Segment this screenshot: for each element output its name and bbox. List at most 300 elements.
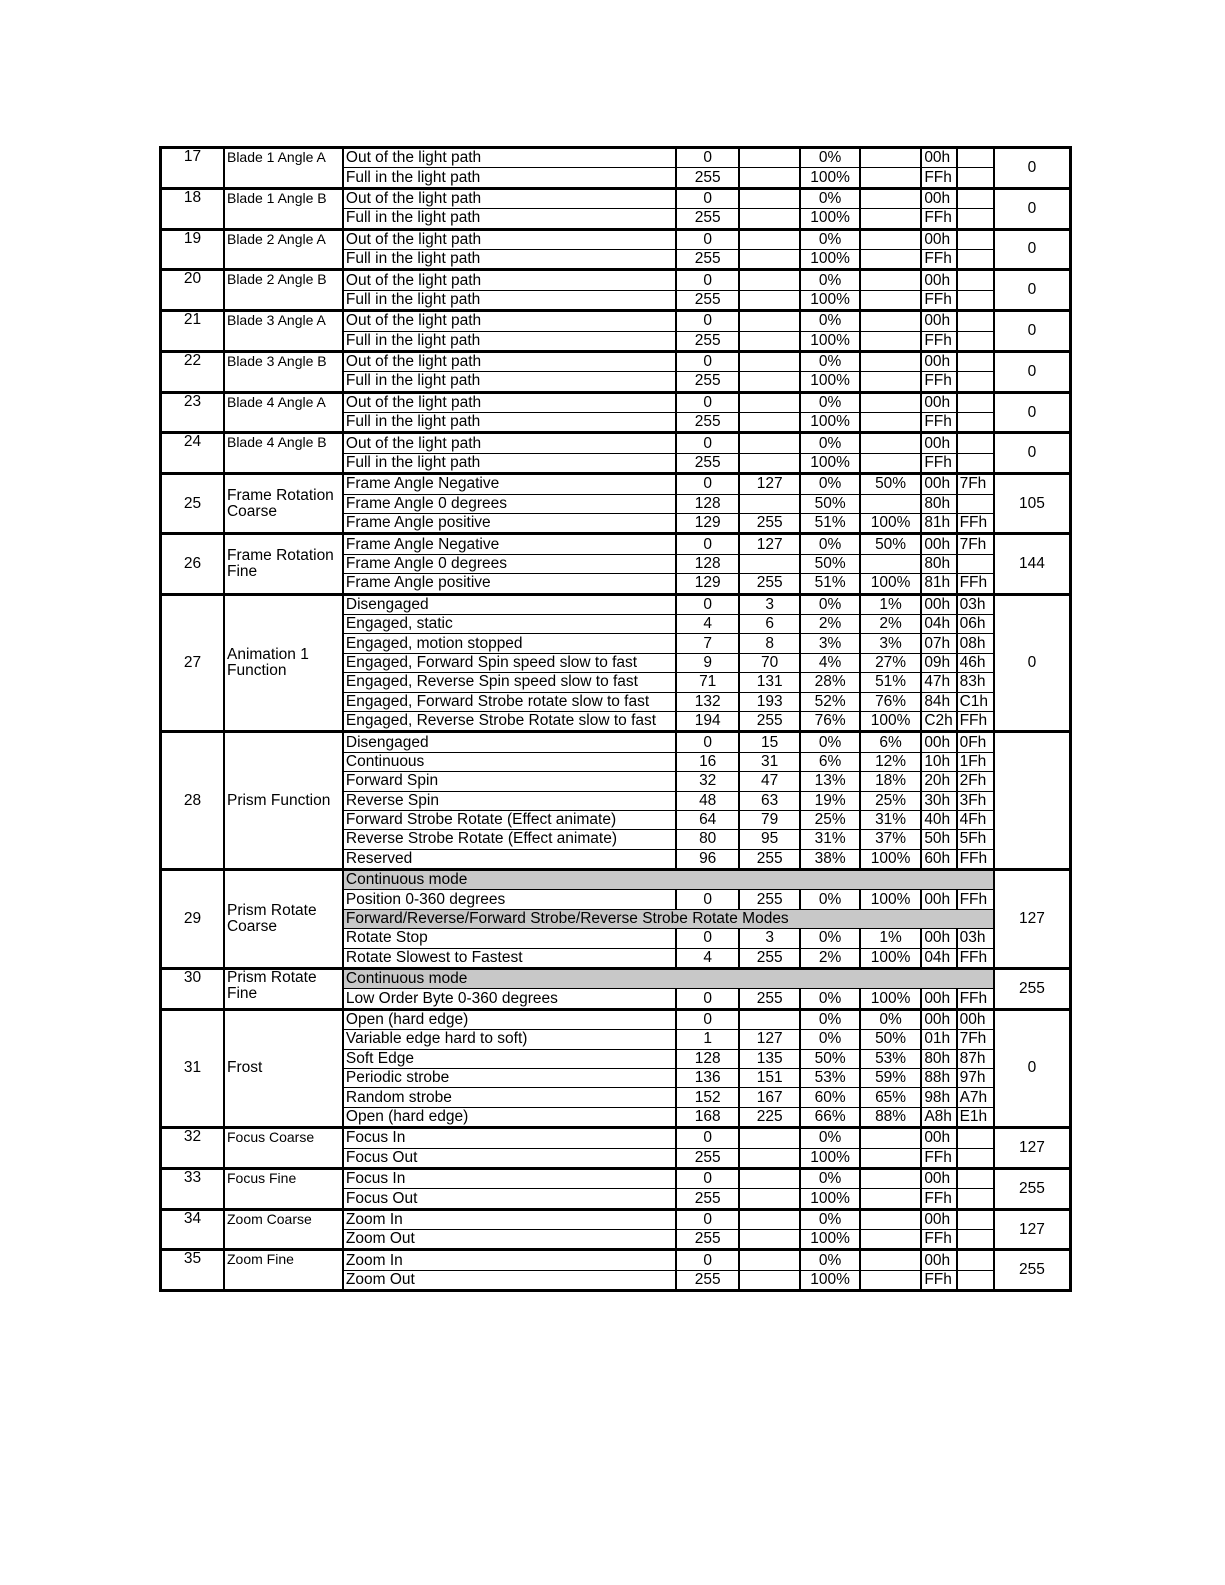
percent-from: 2%	[800, 948, 859, 968]
percent-from: 0%	[800, 433, 859, 453]
dmx-from: 0	[676, 890, 738, 909]
hex-from: 09h	[921, 653, 956, 672]
hex-from: 07h	[921, 634, 956, 653]
dmx-to	[739, 331, 800, 351]
value-description: Rotate Slowest to Fastest	[343, 948, 677, 968]
percent-from: 100%	[800, 168, 859, 188]
default-value: 255	[994, 969, 1071, 1010]
channel-function: Prism Rotate Coarse	[224, 870, 343, 969]
channel-number: 27	[161, 594, 224, 732]
value-description: Full in the light path	[343, 249, 677, 269]
value-description: Zoom Out	[343, 1270, 677, 1290]
default-value: 127	[994, 1209, 1071, 1250]
hex-from: FFh	[921, 1230, 956, 1250]
percent-from: 100%	[800, 331, 859, 351]
hex-from: FFh	[921, 209, 956, 229]
dmx-to	[739, 351, 800, 371]
value-description: Full in the light path	[343, 209, 677, 229]
percent-to	[860, 168, 921, 188]
percent-to: 100%	[860, 890, 921, 909]
hex-to: 03h	[957, 929, 994, 948]
percent-to	[860, 1189, 921, 1209]
percent-from: 0%	[800, 1128, 859, 1148]
default-value: 0	[994, 188, 1071, 229]
hex-to: 46h	[957, 653, 994, 672]
dmx-to: 79	[739, 810, 800, 829]
percent-to	[860, 433, 921, 453]
hex-to	[957, 188, 994, 208]
hex-to	[957, 270, 994, 290]
hex-to: FFh	[957, 711, 994, 731]
dmx-to	[739, 1128, 800, 1148]
hex-to	[957, 1230, 994, 1250]
dmx-from: 0	[676, 594, 738, 614]
hex-from: 00h	[921, 534, 956, 554]
dmx-from: 132	[676, 692, 738, 711]
hex-to	[957, 249, 994, 269]
dmx-from: 48	[676, 791, 738, 810]
value-description: Engaged, Forward Strobe rotate slow to fast	[343, 692, 677, 711]
hex-to: 87h	[957, 1049, 994, 1068]
channel-function: Frame Rotation Coarse	[224, 474, 343, 534]
default-value: 0	[994, 311, 1071, 352]
dmx-from: 168	[676, 1107, 738, 1127]
default-value: 0	[994, 270, 1071, 311]
dmx-to: 6	[739, 614, 800, 633]
percent-from: 100%	[800, 1230, 859, 1250]
dmx-to: 255	[739, 989, 800, 1009]
dmx-to: 8	[739, 634, 800, 653]
percent-to: 50%	[860, 474, 921, 494]
dmx-to: 15	[739, 732, 800, 752]
hex-to	[957, 1189, 994, 1209]
percent-to: 50%	[860, 1030, 921, 1049]
dmx-from: 136	[676, 1068, 738, 1087]
table-row	[161, 1168, 1071, 1188]
hex-from: 80h	[921, 494, 956, 513]
hex-from: 60h	[921, 849, 956, 869]
channel-number: 20	[161, 270, 224, 311]
percent-from: 0%	[800, 890, 859, 909]
dmx-from: 16	[676, 752, 738, 771]
value-description: Out of the light path	[343, 270, 677, 290]
dmx-to: 131	[739, 673, 800, 692]
percent-to	[860, 1128, 921, 1148]
percent-to	[860, 494, 921, 513]
dmx-from: 71	[676, 673, 738, 692]
table-row	[161, 474, 1071, 494]
hex-to	[957, 331, 994, 351]
channel-number: 31	[161, 1009, 224, 1127]
hex-to	[957, 311, 994, 331]
hex-to: 06h	[957, 614, 994, 633]
percent-to: 31%	[860, 810, 921, 829]
percent-from: 2%	[800, 614, 859, 633]
table-row	[161, 392, 1071, 412]
dmx-to	[739, 453, 800, 473]
percent-from: 50%	[800, 554, 859, 573]
value-description: Full in the light path	[343, 290, 677, 310]
dmx-to	[739, 249, 800, 269]
dmx-from: 255	[676, 413, 738, 433]
hex-from: 50h	[921, 830, 956, 849]
dmx-to: 63	[739, 791, 800, 810]
hex-from: 00h	[921, 474, 956, 494]
value-description: Engaged, static	[343, 614, 677, 633]
dmx-from: 128	[676, 1049, 738, 1068]
hex-to	[957, 413, 994, 433]
dmx-from: 128	[676, 494, 738, 513]
percent-from: 0%	[800, 1009, 859, 1029]
value-description: Reverse Strobe Rotate (Effect animate)	[343, 830, 677, 849]
channel-function: Prism Rotate Fine	[224, 969, 343, 1010]
hex-to: E1h	[957, 1107, 994, 1127]
percent-to: 100%	[860, 989, 921, 1009]
hex-from: 00h	[921, 1009, 956, 1029]
dmx-from: 255	[676, 1270, 738, 1290]
hex-to	[957, 1270, 994, 1290]
default-value: 0	[994, 148, 1071, 189]
percent-from: 0%	[800, 534, 859, 554]
hex-from: 00h	[921, 890, 956, 909]
percent-from: 60%	[800, 1088, 859, 1107]
hex-to	[957, 372, 994, 392]
dmx-to: 167	[739, 1088, 800, 1107]
hex-to: A7h	[957, 1088, 994, 1107]
channel-function: Prism Function	[224, 732, 343, 870]
percent-from: 66%	[800, 1107, 859, 1127]
dmx-from: 0	[676, 1209, 738, 1229]
hex-from: 04h	[921, 614, 956, 633]
dmx-to	[739, 1009, 800, 1029]
hex-to: 3Fh	[957, 791, 994, 810]
value-description: Frame Angle 0 degrees	[343, 554, 677, 573]
dmx-from: 0	[676, 534, 738, 554]
hex-to	[957, 433, 994, 453]
dmx-from: 0	[676, 351, 738, 371]
hex-from: 81h	[921, 514, 956, 534]
hex-from: 00h	[921, 594, 956, 614]
value-description: Variable edge hard to soft)	[343, 1030, 677, 1049]
hex-from: 20h	[921, 772, 956, 791]
dmx-from: 96	[676, 849, 738, 869]
hex-to	[957, 229, 994, 249]
hex-from: 00h	[921, 392, 956, 412]
hex-to	[957, 168, 994, 188]
value-description: Forward Strobe Rotate (Effect animate)	[343, 810, 677, 829]
hex-from: 00h	[921, 351, 956, 371]
table-row	[161, 188, 1071, 208]
dmx-from: 0	[676, 474, 738, 494]
hex-to	[957, 1209, 994, 1229]
percent-to: 37%	[860, 830, 921, 849]
dmx-from: 0	[676, 989, 738, 1009]
hex-from: 00h	[921, 1128, 956, 1148]
table-row	[161, 732, 1071, 752]
dmx-to	[739, 413, 800, 433]
percent-from: 25%	[800, 810, 859, 829]
percent-from: 6%	[800, 752, 859, 771]
percent-from: 0%	[800, 1209, 859, 1229]
hex-from: FFh	[921, 1270, 956, 1290]
dmx-to: 3	[739, 594, 800, 614]
hex-from: 84h	[921, 692, 956, 711]
hex-from: A8h	[921, 1107, 956, 1127]
percent-to	[860, 351, 921, 371]
channel-number: 18	[161, 188, 224, 229]
dmx-to: 255	[739, 514, 800, 534]
hex-from: FFh	[921, 1148, 956, 1168]
channel-number: 24	[161, 433, 224, 474]
dmx-from: 255	[676, 1148, 738, 1168]
value-description: Out of the light path	[343, 392, 677, 412]
value-description: Zoom Out	[343, 1230, 677, 1250]
hex-to: 7Fh	[957, 1030, 994, 1049]
channel-function: Blade 1 Angle B	[224, 188, 343, 229]
dmx-to: 127	[739, 474, 800, 494]
hex-from: 00h	[921, 148, 956, 168]
dmx-from: 0	[676, 229, 738, 249]
dmx-from: 255	[676, 168, 738, 188]
hex-from: FFh	[921, 1189, 956, 1209]
channel-function: Animation 1 Function	[224, 594, 343, 732]
default-value: 0	[994, 351, 1071, 392]
dmx-from: 0	[676, 1250, 738, 1270]
channel-function: Zoom Fine	[224, 1250, 343, 1291]
table-row	[161, 1128, 1071, 1148]
dmx-to: 127	[739, 534, 800, 554]
default-value: 0	[994, 594, 1071, 732]
channel-number: 17	[161, 148, 224, 189]
dmx-to: 255	[739, 849, 800, 869]
percent-from: 0%	[800, 188, 859, 208]
channel-number: 32	[161, 1128, 224, 1169]
hex-from: 00h	[921, 433, 956, 453]
table-row	[161, 351, 1071, 371]
dmx-to	[739, 1189, 800, 1209]
hex-from: 00h	[921, 732, 956, 752]
hex-to: 2Fh	[957, 772, 994, 791]
dmx-from: 255	[676, 331, 738, 351]
hex-from: FFh	[921, 372, 956, 392]
value-description: Full in the light path	[343, 372, 677, 392]
percent-to: 50%	[860, 534, 921, 554]
hex-from: 80h	[921, 554, 956, 573]
value-description: Out of the light path	[343, 433, 677, 453]
dmx-from: 0	[676, 732, 738, 752]
value-description: Frame Angle positive	[343, 574, 677, 594]
dmx-to	[739, 1270, 800, 1290]
hex-from: 00h	[921, 270, 956, 290]
channel-function: Zoom Coarse	[224, 1209, 343, 1250]
section-header: Continuous mode	[343, 969, 994, 989]
hex-to: FFh	[957, 514, 994, 534]
hex-from: 00h	[921, 989, 956, 1009]
percent-to: 100%	[860, 514, 921, 534]
percent-from: 0%	[800, 270, 859, 290]
hex-to: 4Fh	[957, 810, 994, 829]
hex-from: FFh	[921, 249, 956, 269]
percent-to: 2%	[860, 614, 921, 633]
percent-to	[860, 1168, 921, 1188]
hex-to: 83h	[957, 673, 994, 692]
value-description: Out of the light path	[343, 188, 677, 208]
dmx-to: 151	[739, 1068, 800, 1087]
dmx-to	[739, 392, 800, 412]
dmx-to	[739, 188, 800, 208]
hex-to	[957, 209, 994, 229]
channel-function: Blade 4 Angle A	[224, 392, 343, 433]
default-value: 0	[994, 392, 1071, 433]
percent-from: 50%	[800, 1049, 859, 1068]
section-header: Continuous mode	[343, 870, 994, 890]
hex-from: 00h	[921, 188, 956, 208]
value-description: Periodic strobe	[343, 1068, 677, 1087]
percent-from: 0%	[800, 474, 859, 494]
value-description: Out of the light path	[343, 311, 677, 331]
hex-from: 00h	[921, 1250, 956, 1270]
dmx-to: 3	[739, 929, 800, 948]
hex-from: 88h	[921, 1068, 956, 1087]
hex-to: FFh	[957, 849, 994, 869]
percent-to	[860, 209, 921, 229]
percent-to	[860, 413, 921, 433]
value-description: Focus Out	[343, 1189, 677, 1209]
hex-from: C2h	[921, 711, 956, 731]
dmx-to: 135	[739, 1049, 800, 1068]
value-description: Continuous	[343, 752, 677, 771]
value-description: Soft Edge	[343, 1049, 677, 1068]
percent-to	[860, 1209, 921, 1229]
dmx-from: 255	[676, 372, 738, 392]
value-description: Focus In	[343, 1128, 677, 1148]
hex-to: 7Fh	[957, 534, 994, 554]
value-description: Full in the light path	[343, 413, 677, 433]
percent-from: 0%	[800, 311, 859, 331]
percent-to	[860, 188, 921, 208]
percent-from: 100%	[800, 1270, 859, 1290]
dmx-to	[739, 1230, 800, 1250]
dmx-from: 129	[676, 574, 738, 594]
default-value: 255	[994, 1250, 1071, 1291]
value-description: Rotate Stop	[343, 929, 677, 948]
percent-to: 100%	[860, 948, 921, 968]
percent-from: 53%	[800, 1068, 859, 1087]
dmx-to: 31	[739, 752, 800, 771]
dmx-from: 4	[676, 614, 738, 633]
percent-to: 1%	[860, 594, 921, 614]
percent-to	[860, 1270, 921, 1290]
hex-from: 00h	[921, 929, 956, 948]
percent-from: 52%	[800, 692, 859, 711]
dmx-to	[739, 1250, 800, 1270]
dmx-from: 255	[676, 1230, 738, 1250]
percent-from: 13%	[800, 772, 859, 791]
dmx-to: 255	[739, 711, 800, 731]
hex-to: FFh	[957, 890, 994, 909]
dmx-from: 255	[676, 249, 738, 269]
percent-to: 6%	[860, 732, 921, 752]
hex-from: FFh	[921, 290, 956, 310]
percent-to	[860, 331, 921, 351]
channel-number: 28	[161, 732, 224, 870]
hex-to: 0Fh	[957, 732, 994, 752]
hex-from: FFh	[921, 453, 956, 473]
hex-from: 00h	[921, 1168, 956, 1188]
table-row	[161, 311, 1071, 331]
percent-from: 100%	[800, 453, 859, 473]
table-row	[161, 1209, 1071, 1229]
hex-to: 97h	[957, 1068, 994, 1087]
dmx-channel-table	[159, 146, 1072, 1292]
dmx-from: 80	[676, 830, 738, 849]
percent-to	[860, 148, 921, 168]
dmx-from: 0	[676, 929, 738, 948]
dmx-from: 4	[676, 948, 738, 968]
value-description: Zoom In	[343, 1209, 677, 1229]
dmx-from: 255	[676, 290, 738, 310]
table-row	[161, 1250, 1071, 1270]
dmx-to: 70	[739, 653, 800, 672]
channel-function: Blade 3 Angle B	[224, 351, 343, 392]
value-description: Out of the light path	[343, 229, 677, 249]
dmx-to	[739, 148, 800, 168]
table-row	[161, 433, 1071, 453]
dmx-from: 129	[676, 514, 738, 534]
dmx-to: 255	[739, 574, 800, 594]
percent-to	[860, 554, 921, 573]
hex-to	[957, 453, 994, 473]
percent-to	[860, 229, 921, 249]
hex-from: 81h	[921, 574, 956, 594]
default-value: 255	[994, 1168, 1071, 1209]
hex-to: 03h	[957, 594, 994, 614]
percent-from: 38%	[800, 849, 859, 869]
hex-from: 01h	[921, 1030, 956, 1049]
value-description: Random strobe	[343, 1088, 677, 1107]
percent-from: 3%	[800, 634, 859, 653]
section-header: Forward/Reverse/Forward Strobe/Reverse Strobe Rotate Modes	[343, 909, 994, 928]
percent-to: 76%	[860, 692, 921, 711]
value-description: Frame Angle Negative	[343, 534, 677, 554]
hex-from: 00h	[921, 1209, 956, 1229]
dmx-to	[739, 168, 800, 188]
channel-function: Focus Coarse	[224, 1128, 343, 1169]
channel-number: 25	[161, 474, 224, 534]
percent-from: 100%	[800, 290, 859, 310]
hex-from: FFh	[921, 168, 956, 188]
hex-from: FFh	[921, 413, 956, 433]
channel-function: Blade 2 Angle B	[224, 270, 343, 311]
channel-function: Blade 4 Angle B	[224, 433, 343, 474]
percent-from: 0%	[800, 1250, 859, 1270]
percent-from: 0%	[800, 929, 859, 948]
percent-to: 53%	[860, 1049, 921, 1068]
hex-from: 10h	[921, 752, 956, 771]
value-description: Frame Angle Negative	[343, 474, 677, 494]
percent-to: 100%	[860, 711, 921, 731]
dmx-from: 0	[676, 1168, 738, 1188]
value-description: Focus Out	[343, 1148, 677, 1168]
percent-from: 0%	[800, 351, 859, 371]
percent-from: 0%	[800, 148, 859, 168]
dmx-from: 32	[676, 772, 738, 791]
percent-to: 25%	[860, 791, 921, 810]
percent-to	[860, 270, 921, 290]
table-row	[161, 229, 1071, 249]
dmx-from: 0	[676, 148, 738, 168]
percent-to: 100%	[860, 849, 921, 869]
